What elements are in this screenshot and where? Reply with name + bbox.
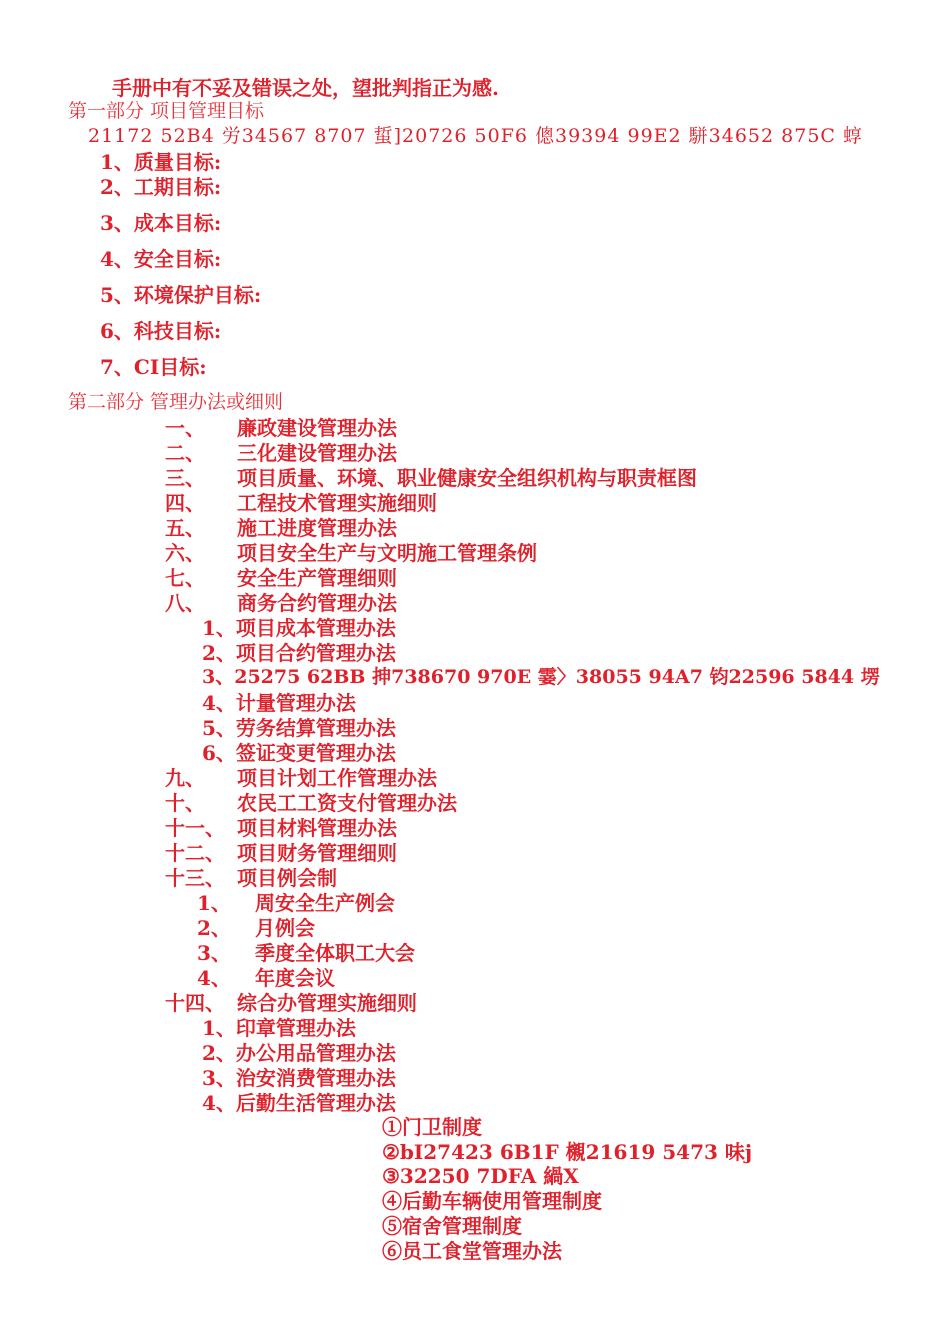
list-item-label: 农民工工资支付管理办法 [237,791,457,815]
sub-list-label: 季度全体职工大会 [255,941,415,965]
part2-heading: 第二部分 管理办法或细则 [68,391,284,413]
sub-list-item: 2、项目合约管理办法 [202,641,396,665]
sub-list-label: 月例会 [255,916,315,940]
list-item-number: 十一、 [165,816,225,840]
sub-list-item: 4、后勤生活管理办法 [202,1091,396,1115]
sub-list-item: 3、治安消费管理办法 [202,1066,396,1090]
goal-technology: 6、科技目标: [100,319,222,343]
list-item-label: 工程技术管理实施细则 [237,491,437,515]
sub-list-number: 4、 [197,966,231,990]
list-item-number: 十二、 [165,841,225,865]
list-item-label: 项目材料管理办法 [237,816,397,840]
list-item-label: 综合办管理实施细则 [237,991,417,1015]
goal-safety: 4、安全目标: [100,247,222,271]
sub-list-number: 3、 [197,941,231,965]
goal-cost: 3、成本目标: [100,211,222,235]
circled-list-item: ①门卫制度 [382,1115,482,1139]
intro-note: 手册中有不妥及错误之处，望批判指正为感. [112,76,499,100]
sub-list-item: 1、项目成本管理办法 [202,616,396,640]
list-item-number: 七、 [165,566,205,590]
sub-list-number: 1、 [197,891,231,915]
list-item-label: 三化建设管理办法 [237,441,397,465]
part1-heading: 第一部分 项目管理目标 [68,100,265,122]
goal-environment: 5、环境保护目标: [100,283,262,307]
list-item-label: 商务合约管理办法 [237,591,397,615]
list-item-label: 项目质量、环境、职业健康安全组织机构与职责框图 [237,466,697,490]
list-item-number: 五、 [165,516,205,540]
list-item-label: 项目安全生产与文明施工管理条例 [237,541,537,565]
list-item-number: 八、 [165,591,205,615]
list-item-number: 十、 [165,791,205,815]
sub-list-item: 6、签证变更管理办法 [202,741,396,765]
sub-list-item: 1、印章管理办法 [202,1016,356,1040]
circled-list-item: ②bI27423 6B1F 櫬21619 5473 味j [382,1140,753,1164]
sub-list-item: 3、25275 62BB 抻738670 970E 霎〉38055 94A7 钧22596 5844 塄 [202,666,880,688]
goal-schedule: 2、工期目标: [100,175,222,199]
list-item-label: 项目计划工作管理办法 [237,766,437,790]
circled-list-item: ⑥员工食堂管理办法 [382,1239,562,1263]
list-item-number: 四、 [165,491,205,515]
goal-quality: 1、质量目标: [100,150,222,174]
list-item-number: 一、 [165,416,205,440]
list-item-number: 六、 [165,541,205,565]
list-item-number: 三、 [165,466,205,490]
sub-list-label: 年度会议 [255,966,335,990]
sub-list-item: 2、办公用品管理办法 [202,1041,396,1065]
list-item-label: 安全生产管理细则 [237,566,397,590]
list-item-number: 二、 [165,441,205,465]
list-item-label: 项目财务管理细则 [237,841,397,865]
circled-list-item: ③32250 7DFA 緺X [382,1164,579,1188]
part1-code-line: 21172 52B4 労34567 8707 蜇]20726 50F6 傯39394 99E2 駢34652 875C 蜳 [88,125,863,147]
circled-list-item: ⑤宿舍管理制度 [382,1214,522,1238]
sub-list-item: 4、计量管理办法 [202,691,356,715]
list-item-label: 施工进度管理办法 [237,516,397,540]
list-item-number: 十四、 [165,991,225,1015]
sub-list-number: 2、 [197,916,231,940]
list-item-label: 廉政建设管理办法 [237,416,397,440]
list-item-label: 项目例会制 [237,866,337,890]
circled-list-item: ④后勤车辆使用管理制度 [382,1189,602,1213]
list-item-number: 九、 [165,766,205,790]
goal-ci: 7、CI目标: [100,355,207,379]
sub-list-label: 周安全生产例会 [255,891,395,915]
sub-list-item: 5、劳务结算管理办法 [202,716,396,740]
list-item-number: 十三、 [165,866,225,890]
